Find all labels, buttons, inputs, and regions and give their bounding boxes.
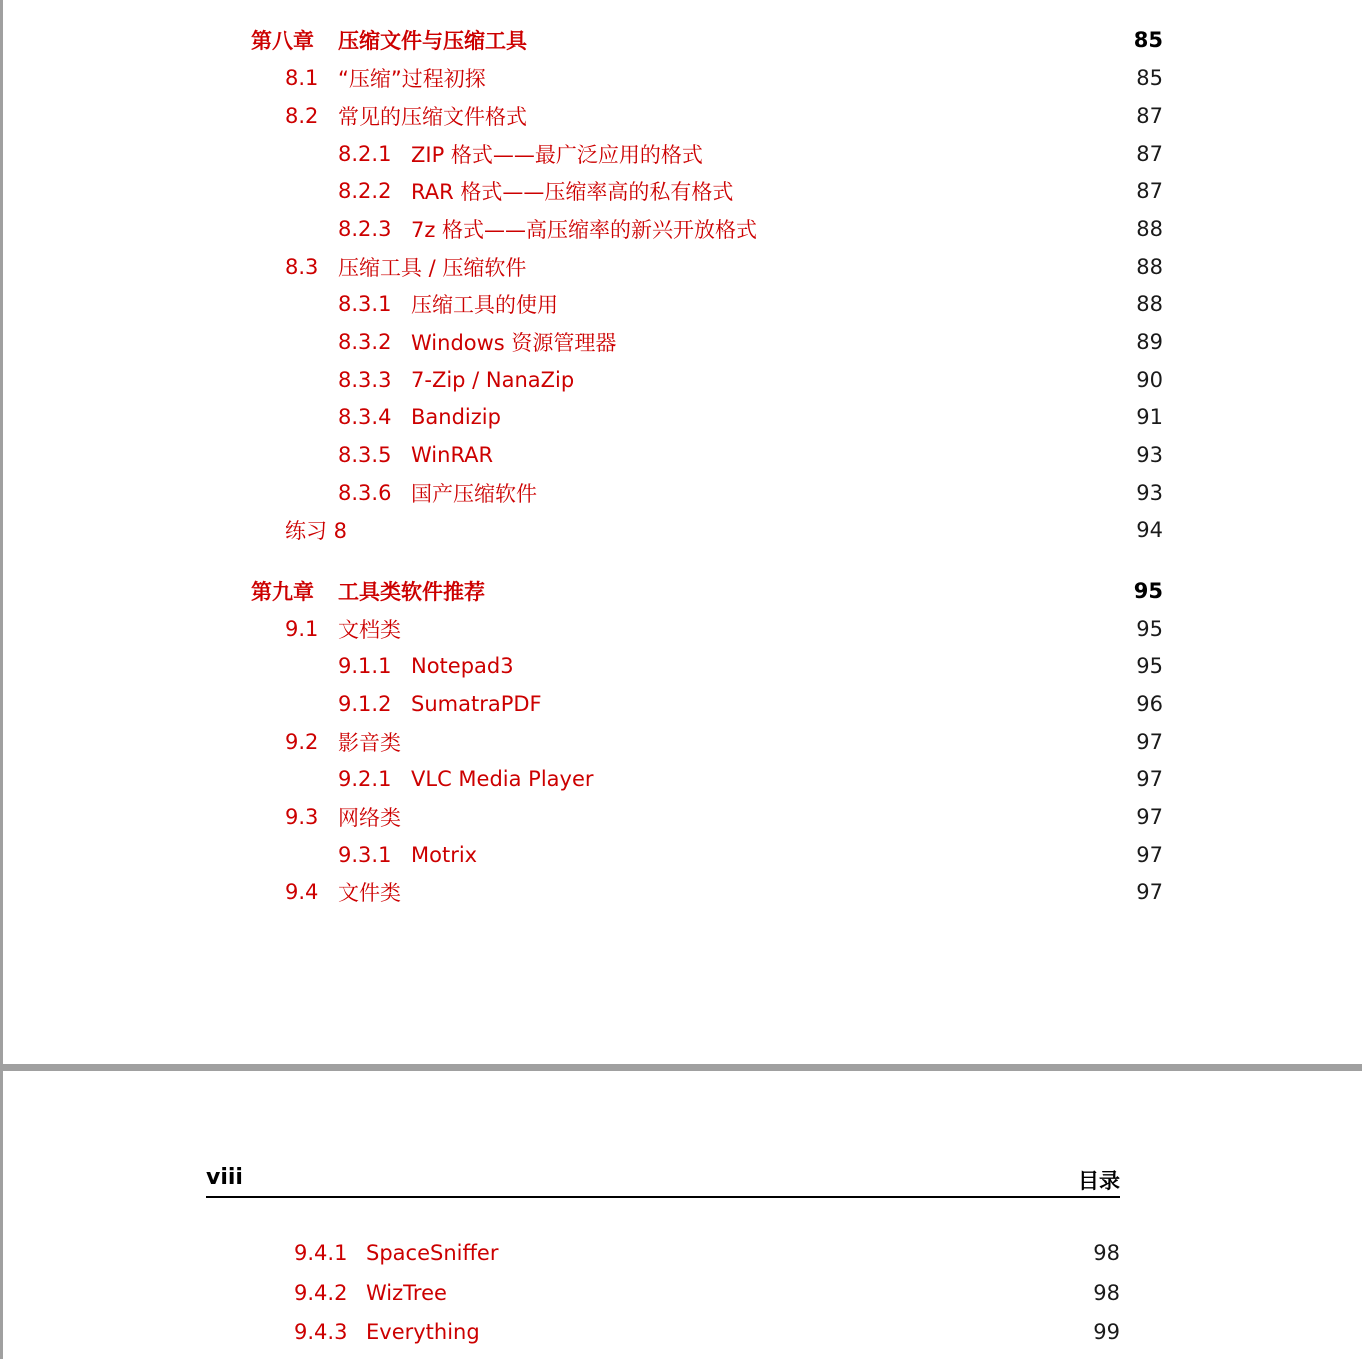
toc-entry-number: 9.1.2 xyxy=(338,692,392,716)
dot-leader xyxy=(534,252,1101,282)
toc-entry-page-number: 94 xyxy=(1136,518,1163,542)
toc-entry-number: 9.4.1 xyxy=(294,1241,348,1265)
toc-entry-page-number: 87 xyxy=(1136,104,1163,128)
toc-entry-subsection[interactable] xyxy=(3,840,1163,870)
dot-leader xyxy=(566,289,1101,319)
toc-entry-subsection[interactable] xyxy=(0,1238,1120,1268)
toc-entry-subsection[interactable] xyxy=(3,139,1163,169)
dot-leader xyxy=(501,440,1101,470)
pdf-page-toc xyxy=(3,0,1362,1064)
toc-entry-title: Notepad3 xyxy=(411,654,514,678)
dot-leader xyxy=(488,1317,1058,1347)
dot-leader xyxy=(409,877,1101,907)
toc-entry-page-number: 88 xyxy=(1136,217,1163,241)
toc-entry-title: 工具类软件推荐 xyxy=(338,580,485,604)
toc-entry-number: 9.3.1 xyxy=(338,843,392,867)
toc-entry-page-number: 89 xyxy=(1136,330,1163,354)
dot-leader xyxy=(409,614,1101,644)
dot-leader xyxy=(494,63,1101,93)
toc-entry-title: RAR 格式——压缩率高的私有格式 xyxy=(411,180,734,204)
toc-entry-subsection[interactable] xyxy=(3,327,1163,357)
toc-entry-number: 9.4 xyxy=(285,880,319,904)
dot-leader xyxy=(455,1278,1058,1308)
toc-entry-title: Windows 资源管理器 xyxy=(411,331,617,355)
toc-entry-page-number: 97 xyxy=(1136,730,1163,754)
toc-entry-number: 9.1.1 xyxy=(338,654,392,678)
toc-entry-subsection[interactable] xyxy=(3,365,1163,395)
toc-entry-subsection[interactable] xyxy=(3,440,1163,470)
header-rule xyxy=(206,1196,1120,1198)
toc-entry-section[interactable] xyxy=(3,63,1163,93)
running-header-page-number: viii xyxy=(206,1165,243,1190)
toc-entry-subsection[interactable] xyxy=(0,1278,1120,1308)
dot-leader xyxy=(711,139,1101,169)
toc-entry-page-number: 93 xyxy=(1136,443,1163,467)
toc-entry-number: 8.3 xyxy=(285,255,319,279)
page-separator xyxy=(0,1064,1362,1071)
toc-entry-page-number: 91 xyxy=(1136,405,1163,429)
toc-entry-page-number: 88 xyxy=(1136,255,1163,279)
toc-entry-number: 9.2 xyxy=(285,730,319,754)
dot-leader xyxy=(409,727,1101,757)
toc-entry-subsection[interactable] xyxy=(3,478,1163,508)
toc-entry-page-number: 95 xyxy=(1136,617,1163,641)
toc-entry-title: 压缩工具的使用 xyxy=(411,293,558,317)
toc-entry-section[interactable] xyxy=(3,515,1163,545)
dot-leader xyxy=(545,478,1101,508)
toc-entry-section[interactable] xyxy=(3,614,1163,644)
toc-entry-title: 压缩工具 / 压缩软件 xyxy=(338,256,527,280)
toc-entry-number: 8.3.3 xyxy=(338,368,392,392)
dot-leader xyxy=(582,365,1101,395)
toc-entry-title: 文档类 xyxy=(338,618,401,642)
dot-leader xyxy=(535,101,1101,131)
dot-leader xyxy=(522,651,1101,681)
toc-entry-page-number: 85 xyxy=(1133,28,1163,52)
toc-entry-page-number: 95 xyxy=(1136,654,1163,678)
toc-entry-subsection[interactable] xyxy=(3,689,1163,719)
toc-entry-subsection[interactable] xyxy=(0,1317,1120,1347)
toc-entry-title: 网络类 xyxy=(338,806,401,830)
toc-entry-subsection[interactable] xyxy=(3,289,1163,319)
toc-entry-page-number: 85 xyxy=(1136,66,1163,90)
toc-entry-page-number: 97 xyxy=(1136,843,1163,867)
toc-entry-title: 国产压缩软件 xyxy=(411,482,537,506)
toc-entry-title: SpaceSniffer xyxy=(366,1241,499,1265)
toc-entry-section[interactable] xyxy=(3,802,1163,832)
dot-leader xyxy=(602,764,1101,794)
toc-entry-title: Motrix xyxy=(411,843,478,867)
toc-entry-title: VLC Media Player xyxy=(411,767,594,791)
toc-entry-subsection[interactable] xyxy=(3,651,1163,681)
dot-leader xyxy=(741,176,1101,206)
toc-entry-page-number: 90 xyxy=(1136,368,1163,392)
toc-entry-page-number: 97 xyxy=(1136,767,1163,791)
toc-entry-title: WizTree xyxy=(366,1281,447,1305)
toc-entry-title: SumatraPDF xyxy=(411,692,542,716)
toc-entry-number: 8.3.4 xyxy=(338,405,392,429)
toc-entry-number: 8.2.3 xyxy=(338,217,392,241)
dot-leader xyxy=(624,327,1101,357)
toc-entry-number: 8.2 xyxy=(285,104,319,128)
running-header-title: 目录 xyxy=(1078,1169,1120,1193)
toc-entry-section[interactable] xyxy=(3,101,1163,131)
toc-entry-title: 影音类 xyxy=(338,731,401,755)
toc-entry-title: “压缩”过程初探 xyxy=(338,67,486,91)
toc-entry-title: ZIP 格式——最广泛应用的格式 xyxy=(411,143,703,167)
toc-entry-number: 9.3 xyxy=(285,805,319,829)
dot-leader xyxy=(409,802,1101,832)
dot-leader xyxy=(550,689,1101,719)
toc-entry-page-number: 96 xyxy=(1136,692,1163,716)
toc-entry-title: Everything xyxy=(366,1320,480,1344)
toc-entry-chapter[interactable] xyxy=(3,25,1163,55)
toc-entry-number: 8.3.1 xyxy=(338,292,392,316)
toc-entry-page-number: 97 xyxy=(1136,880,1163,904)
toc-entry-page-number: 88 xyxy=(1136,292,1163,316)
toc-entry-number: 9.1 xyxy=(285,617,319,641)
toc-entry-subsection[interactable] xyxy=(3,764,1163,794)
toc-entry-number: 练习 8 xyxy=(285,519,348,543)
toc-entry-number: 8.2.1 xyxy=(338,142,392,166)
dot-leader xyxy=(765,214,1101,244)
toc-entry-number: 8.2.2 xyxy=(338,179,392,203)
toc-entry-chapter[interactable] xyxy=(3,576,1163,606)
toc-entry-number: 8.3.6 xyxy=(338,481,392,505)
toc-entry-page-number: 97 xyxy=(1136,805,1163,829)
toc-entry-title: 文件类 xyxy=(338,881,401,905)
toc-entry-subsection[interactable] xyxy=(3,402,1163,432)
dot-leader xyxy=(509,402,1101,432)
dot-leader xyxy=(485,840,1101,870)
toc-entry-page-number: 95 xyxy=(1133,579,1163,603)
toc-entry-section[interactable] xyxy=(3,252,1163,282)
toc-entry-section[interactable] xyxy=(3,877,1163,907)
toc-entry-number: 9.4.3 xyxy=(294,1320,348,1344)
toc-entry-title: 常见的压缩文件格式 xyxy=(338,105,527,129)
toc-entry-title: Bandizip xyxy=(411,405,501,429)
toc-entry-number: 第九章 xyxy=(251,580,314,604)
toc-entry-number: 9.4.2 xyxy=(294,1281,348,1305)
toc-entry-page-number: 93 xyxy=(1136,481,1163,505)
toc-entry-title: 压缩文件与压缩工具 xyxy=(338,29,527,53)
pdf-page-viii xyxy=(3,1071,1362,1359)
toc-entry-title: 7z 格式——高压缩率的新兴开放格式 xyxy=(411,218,758,242)
toc-entry-page-number: 98 xyxy=(1093,1281,1120,1305)
toc-entry-number: 第八章 xyxy=(251,29,314,53)
toc-entry-number: 8.3.2 xyxy=(338,330,392,354)
toc-entry-number: 9.2.1 xyxy=(338,767,392,791)
toc-entry-page-number: 87 xyxy=(1136,142,1163,166)
toc-entry-number: 8.3.5 xyxy=(338,443,392,467)
toc-entry-section[interactable] xyxy=(3,727,1163,757)
dot-leader xyxy=(355,515,1101,545)
toc-entry-title: 7-Zip / NanaZip xyxy=(411,368,575,392)
dot-leader xyxy=(507,1238,1058,1268)
toc-entry-subsection[interactable] xyxy=(3,214,1163,244)
toc-entry-subsection[interactable] xyxy=(3,176,1163,206)
toc-entry-page-number: 99 xyxy=(1093,1320,1120,1344)
toc-entry-number: 8.1 xyxy=(285,66,319,90)
toc-entry-page-number: 98 xyxy=(1093,1241,1120,1265)
toc-entry-title: WinRAR xyxy=(411,443,494,467)
toc-entry-page-number: 87 xyxy=(1136,179,1163,203)
